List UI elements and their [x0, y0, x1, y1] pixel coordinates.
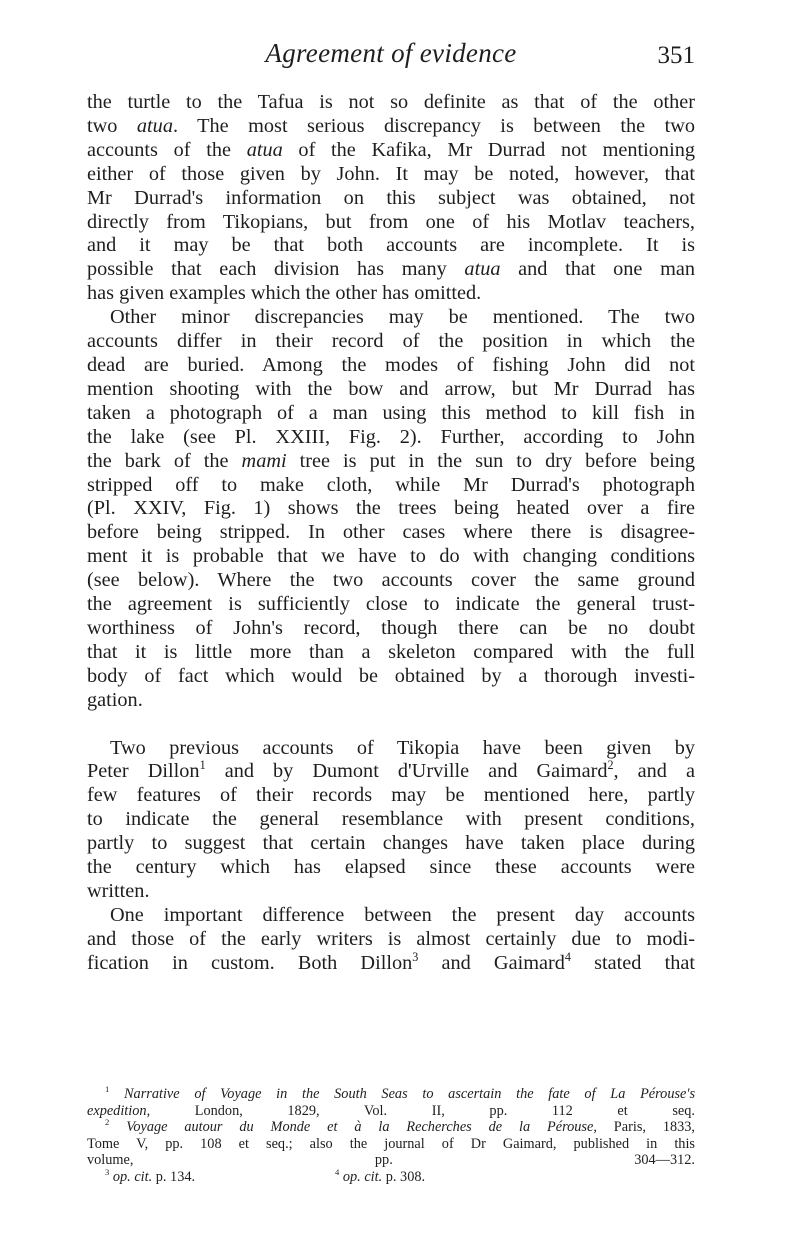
footnote-4: $^4$ op. cit. p. 308. [335, 1166, 426, 1185]
text-line: stripped off to make cloth, while Mr Durrad's photograph [87, 473, 695, 496]
italic-term: atua [246, 138, 283, 161]
footnote-3: $^3$ op. cit. p. 134. [105, 1166, 196, 1185]
text-line: Peter Dillon$^1$ and by Dumont d'Urville and Gaimard$^2$, and a [87, 758, 696, 783]
text-line: accounts of the atua of the Kafika, Mr Durrad not mentioning [87, 138, 695, 161]
text-line: (see below). Where the two accounts cover the same ground [87, 569, 695, 592]
paragraph-3 [87, 737, 695, 904]
running-title: Agreement of evidence [265, 38, 517, 68]
footnote-1-cont: expedition, London, 1829, Vol. II, pp. 112 et seq. [87, 1102, 695, 1119]
italic-term: atua [136, 114, 173, 137]
text-line: (Pl. XXIV, Fig. 1) shows the trees being heated over a fire [87, 497, 695, 520]
text-line: has given examples which the other has omitted. [87, 282, 482, 305]
text-line: body of fact which would be obtained by a thorough investi- [87, 664, 695, 687]
paragraph-2 [87, 306, 695, 712]
text-line: partly to suggest that certain changes have taken place during [87, 832, 695, 855]
text-line: the lake (see Pl. XXIII, Fig. 2). Further, according to John [87, 425, 695, 448]
text-line: accounts differ in their record of the position in which the [87, 330, 695, 353]
text-line: possible that each division has many atua and that one man [87, 258, 695, 281]
text-line: gation. [87, 688, 143, 711]
text-line: fication in custom. Both Dillon$^3$ and Gaimard$^4$ stated that [87, 949, 695, 974]
text-line: written. [87, 880, 150, 902]
footnote-ref[interactable]: 3 [412, 949, 419, 964]
text-line: before being stripped. In other cases where there is disagree- [87, 521, 695, 544]
footnote-2-cont: Tome V, pp. 108 et seq.; also the journal of Dr Gaimard, published in this [87, 1135, 695, 1152]
page-number: 351 [657, 42, 695, 69]
text-line: the agreement is sufficiently close to indicate the general trust- [87, 593, 695, 616]
book-page [87, 38, 695, 976]
text-line: mention shooting with the bow and arrow, but Mr Durrad has [87, 377, 695, 400]
footnote-ref[interactable]: 2 [607, 758, 614, 773]
footnotes-3-4 [87, 1166, 695, 1186]
text-line: and those of the early writers is almost certainly due to modi- [87, 927, 695, 950]
text-line: to indicate the general resemblance with present conditions, [87, 808, 695, 831]
italic-term: atua [464, 258, 501, 281]
running-head [87, 38, 695, 78]
text-line: either of those given by John. It may be noted, however, that [87, 162, 695, 185]
italic-term: mami [241, 449, 287, 472]
text-line: the turtle to the Tafua is not so definite as that of the other [87, 91, 695, 113]
text-line: two atua. The most serious discrepancy is between the two [87, 114, 696, 137]
text-line: and it may be that both accounts are incomplete. It is [87, 234, 695, 257]
text-line: ment it is probable that we have to do with changing conditions [87, 545, 695, 568]
body-text [87, 91, 695, 976]
footnote-1: $^1$ Narrative of Voyage in the South Seas to ascertain the fate of La Pérouse's [105, 1084, 696, 1102]
text-line: worthiness of John's record, though there can be no doubt [87, 616, 695, 639]
paragraph-1 [87, 91, 695, 306]
footnote-ref[interactable]: 1 [199, 758, 206, 773]
text-line: directly from Tikopians, but from one of his Motlav teachers, [87, 210, 695, 233]
text-line: Other minor discrepancies may be mentioned. The two [110, 306, 695, 329]
text-line: the bark of the mami tree is put in the sun to dry before being [87, 449, 695, 472]
paragraph-4 [87, 904, 695, 976]
footnote-2: $^2$ Voyage autour du Monde et à la Recherches de la Pérouse, Paris, 1833, [105, 1117, 696, 1135]
text-line: dead are buried. Among the modes of fishing John did not [87, 353, 695, 376]
text-line: Mr Durrad's information on this subject was obtained, not [87, 186, 695, 209]
text-line: taken a photograph of a man using this method to kill fish in [87, 401, 695, 424]
text-line: Two previous accounts of Tikopia have been given by [110, 736, 695, 759]
text-line: One important difference between the present day accounts [110, 903, 695, 926]
text-line: the century which has elapsed since these accounts were [87, 856, 695, 879]
text-line: that it is little more than a skeleton compared with the full [87, 640, 695, 663]
footnote-ref[interactable]: 4 [564, 949, 571, 964]
text-line: few features of their records may be mentioned here, partly [87, 784, 695, 807]
footnote-2-cont: volume, pp. 304—312. [87, 1152, 695, 1168]
footnotes [87, 1086, 695, 1185]
